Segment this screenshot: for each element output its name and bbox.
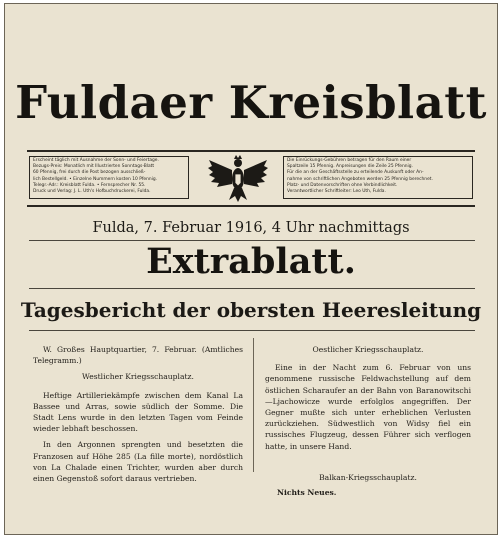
advertising-line: Die Einrückungs-Gebühren betragen für den Raum einer xyxy=(287,158,412,163)
advertising-line: Verantwortlicher Schriftleiter: Leo Uth, Fulda. xyxy=(287,189,386,195)
report-intro: W. Großes Hauptquartier, 7. Februar. (Amtliches Telegramm.) xyxy=(33,345,243,366)
divider xyxy=(29,288,475,289)
balkan-front-heading: Balkan-Kriegsschauplatz. xyxy=(319,473,417,482)
subscription-line: Erscheint täglich mit Ausnahme der Sonn- und Feiertage. xyxy=(33,158,159,163)
advertising-line: Für die an der Geschäftsstelle zu erteilende Auskunft oder An- xyxy=(287,170,424,176)
newspaper-page xyxy=(4,3,498,535)
left-column xyxy=(33,344,243,489)
report-subheading: Tagesbericht der obersten Heeresleitung xyxy=(20,298,482,322)
subscription-line: 60 Pfennig, frei durch die Post bezogen ausschließ- xyxy=(33,170,146,176)
subscription-line: lich Bestellgeld. • Einzelne Nummern kosten 10 Pfennig. xyxy=(33,176,158,182)
eastern-front-heading: Oestlicher Kriegsschauplatz. xyxy=(312,345,424,354)
info-bar xyxy=(27,150,475,207)
advertising-line: Spaltzeile 15 Pfennig. Anpreisungen die Zeile 25 Pfennig. xyxy=(287,164,413,170)
argonne-paragraph: In den Argonnen sprengten und besetzten die Franzosen auf Höhe 285 (La fille morte), nordöstlich von La Chalade einen Trichter, wurden aber durch einen Gegenstoß sofort daraus vertrieben. xyxy=(33,440,243,484)
eagle-emblem-icon xyxy=(207,154,269,204)
column-divider xyxy=(253,338,254,472)
eastern-front-paragraph: Eine in der Nacht zum 6. Februar von uns genommene russische Feldwachstellung auf dem östlichen Scharaufer an der Bahn von Baranowitschi—Ljachowicze wurde erfolglos angegriffen. Der Gegner mußte sich unter erheblichen Verlusten zurückziehen. Südwestlich von Widsy fiel ein russisches Flugzeug, dessen Führer sich verflogen hatte, in unsere Hand. xyxy=(265,363,471,451)
masthead-title: Fuldaer Kreisblatt xyxy=(15,76,487,129)
western-front-heading: Westlicher Kriegsschauplatz. xyxy=(82,372,194,382)
subscription-info-box xyxy=(29,156,189,199)
subscription-line: Telegr.-Adr.: Kreisblatt Fulda. • Fernsprecher Nr. 55. xyxy=(33,182,146,188)
western-front-paragraph: Heftige Artilleriekämpfe zwischen dem Kanal La Bassee und Arras, sowie südlich der Somme. Die Stadt Lens wurde in den letzten Tagen vom Feinde wieder lebhaft beschossen. xyxy=(33,390,243,434)
divider xyxy=(29,330,475,331)
right-column xyxy=(265,344,471,457)
subscription-line: Bezugs-Preis: Monatlich mit Illustrierten Sonntags-Blatt xyxy=(33,164,155,170)
subscription-line: Druck und Verlag: J. L. Uth's Hofbuchdruckerei, Fulda. xyxy=(33,189,151,195)
advertising-line: Platz- und Datenvorschriften ohne Verbindlichkeit. xyxy=(287,182,398,188)
extrablatt-heading: Extrablatt. xyxy=(146,241,356,282)
dateline: Fulda, 7. Februar 1916, 4 Uhr nachmittags xyxy=(92,220,410,236)
advertising-info-box xyxy=(283,156,473,199)
balkan-front-text: Nichts Neues. xyxy=(277,488,337,497)
advertising-line: nahme von schriftlichen Angeboten werden 25 Pfennig berechnet. xyxy=(287,176,433,182)
